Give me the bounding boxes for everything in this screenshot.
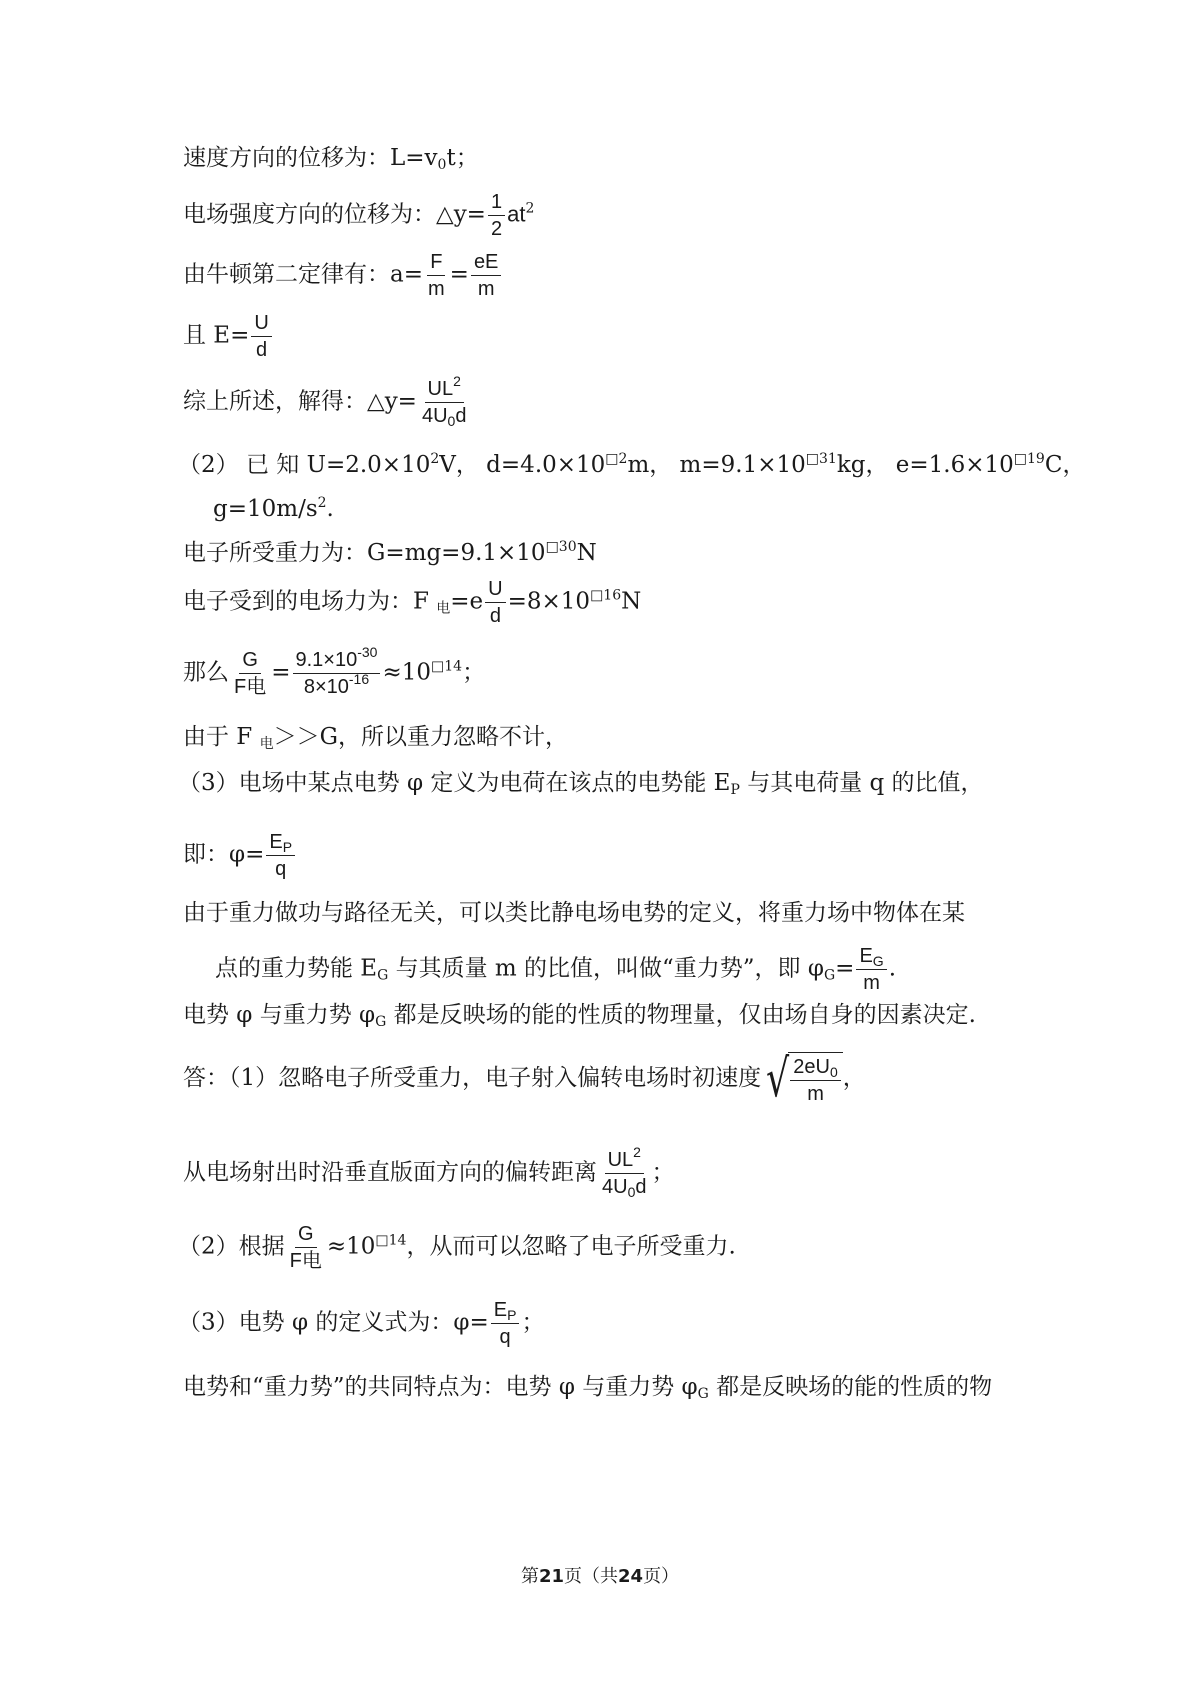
fraction: $\frac{U}{d}$: [485, 577, 505, 628]
total-pages: 24: [618, 1566, 644, 1587]
fraction: $\frac{eE}{m}$: [471, 250, 501, 301]
text-line-12: （3）电场中某点电势 φ 定义为电荷在该点的电势能 $E_P$ 与其电荷量 q 的比值，: [178, 770, 984, 798]
fraction: $\frac{E_P}{q}$: [266, 830, 295, 881]
fraction: $\frac{E_G}{m}$: [856, 944, 886, 995]
text-line-1: 速度方向的位移为：$L=v_0t$；: [183, 145, 479, 173]
text-line-20: （3）电势 φ 的定义式为：φ= $\frac{E_P}{q}$ ；: [178, 1299, 545, 1348]
text-line-8: 电子所受重力为：$G=mg=9.1\times 10^{□30}N$: [183, 539, 597, 566]
text-line-2: 电场强度方向的位移为：△y= $\frac{1}{2}$ $at^2$: [183, 191, 535, 240]
square-root: √ $\frac{2eU_0}{m}$: [761, 1052, 843, 1106]
text-line-21: 电势和“重力势”的共同特点为：电势 φ 与重力势 $\varphi_G$ 都是反映场的能的性质的物: [183, 1374, 993, 1402]
text-line-17: 答：（1）忽略电子所受重力，电子射入偏转电场时初速度 √ $\frac{2eU_0}{m}$ ，: [183, 1049, 866, 1109]
fraction: $\frac{G}{\text{F电}}$: [234, 649, 267, 698]
text-line-3: 由牛顿第二定律有：a= $\frac{F}{m}$ = $\frac{eE}{m}$: [183, 250, 503, 301]
fraction: $\frac{U}{d}$: [251, 311, 271, 362]
fraction: $\frac{E_P}{q}$: [491, 1298, 520, 1349]
text-line-15: 点的重力势能 $E_G$ 与其质量 m 的比值，叫做“重力势”，即 $\varphi_G=$ $\frac{E_G}{m}$ .: [215, 945, 896, 994]
text-line-6: （2） 已 知 $U=2.0\times 10^2V$， $d=4.0\times 10^{□2}m$， $m=9.1\times 10^{□31}kg$， $e=1.6\times 10^{□19}C$，: [178, 451, 1086, 478]
page-footer: 第21页（共24页）: [520, 1566, 680, 1587]
fraction: $\frac{2eU_0}{m}$: [790, 1055, 841, 1106]
fraction: $\frac{G}{\text{F电}}$: [289, 1223, 322, 1272]
fraction: $\frac{UL^2}{4U_0d}$: [421, 373, 467, 429]
text-line-13: 即：φ= $\frac{E_P}{q}$: [183, 830, 297, 881]
text-line-18: 从电场射出时沿垂直版面方向的偏转距离 $\frac{UL^2}{4U_0d}$ ；: [183, 1144, 675, 1200]
fraction: $\frac{UL^2}{4U_0d}$: [602, 1144, 647, 1200]
text-line-9: 电子受到的电场力为：F $_电$=e $\frac{U}{d}$ $=8\times 10^{□16}N$: [183, 578, 642, 627]
text-line-5: 综上所述，解得：△y= $\frac{UL^2}{4U_0d}$: [183, 377, 471, 428]
text-line-14: 由于重力做功与路径无关，可以类比静电场电势的定义，将重力场中物体在某: [183, 900, 965, 926]
text-line-4: 且 E= $\frac{U}{d}$: [183, 311, 274, 362]
text-line-10: 那么 $\frac{G}{\text{F电}}$ = $\frac{9.1\times 10^{-30}}{8\times 10^{-16}}$ $\approx 10^{□14}$；: [183, 644, 486, 698]
page-number: 21: [538, 1566, 564, 1587]
text-line-7: $g=10m/s^2$.: [213, 495, 334, 522]
fraction: $\frac{F}{m}$: [427, 251, 445, 300]
text-line-19: （2）根据 $\frac{G}{\text{F电}}$ $\approx 10^{□14}$，从而可以忽略了电子所受重力.: [178, 1223, 736, 1272]
fraction: $\frac{1}{2}$: [488, 190, 505, 241]
fraction: $\frac{9.1\times 10^{-30}}{8\times 10^{-16}}$: [293, 648, 381, 699]
text-line-11: 由于 F $_电$＞＞G，所以重力忽略不计，: [183, 724, 568, 752]
text-line-16: 电势 φ 与重力势 $\varphi_G$ 都是反映场的能的性质的物理量，仅由场自身的因素决定.: [183, 1002, 976, 1030]
